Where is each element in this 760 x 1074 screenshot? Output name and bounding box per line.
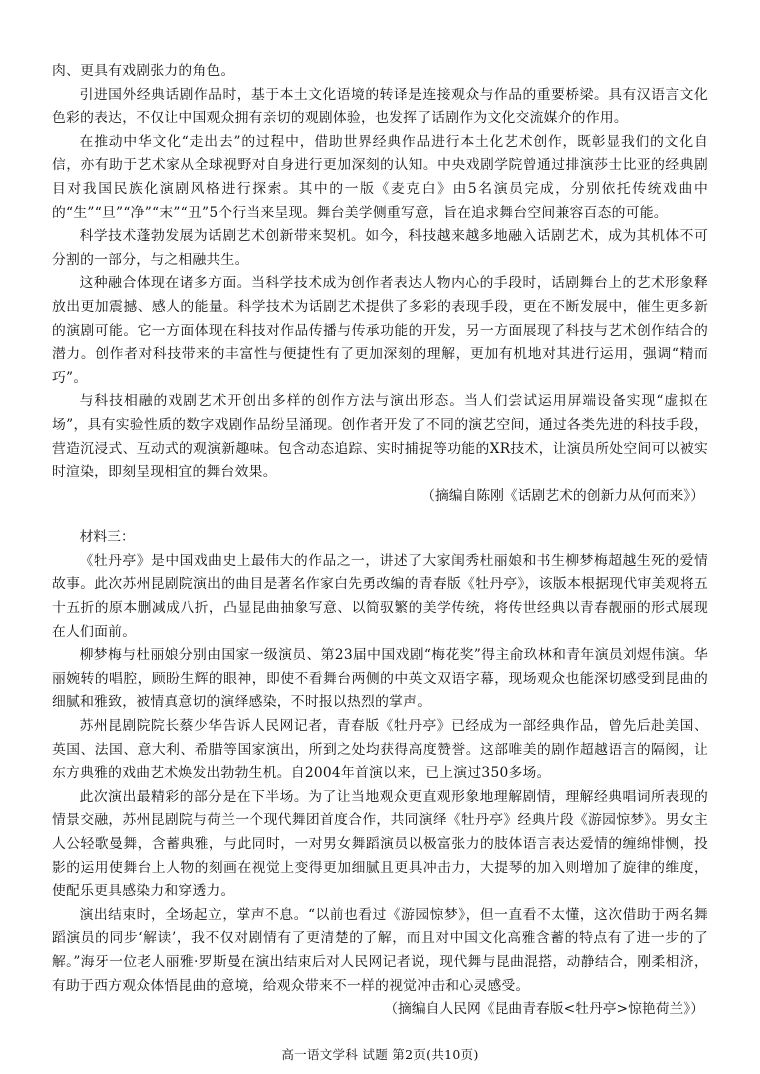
material-3-section [52,526,708,1021]
material-2-paragraph: 这种融合体现在诸多方面。当科学技术成为创作者表达人物内心的手段时，话剧舞台上的艺术形象释放出更加震撼、感人的能量。科学技术为话剧艺术提供了多彩的表现手段，更在不断发展中，催生更多新的演剧可能。它一方面体现在科技对作品传播与传承功能的开发，另一方面展现了科技与艺术创作结合的潜力。创作者对科技带来的丰富性与便捷性有了更加深刻的理解，更加有机地对其进行运用，强调“精而巧”。 [52,275,708,386]
material-2-source: （摘编自陈刚《话剧艺术的创新力从何而来》） [421,487,704,504]
page-footer: 高一语文学科 试题 第2页(共10页) [281,1047,479,1062]
material-3-paragraph: 柳梦梅与杜丽娘分别由国家一级演员、第23届中国戏剧“梅花奖”得主俞玖林和青年演员刘煜伟演。华丽婉转的唱腔，顾盼生辉的眼神，即使不看舞台两侧的中英文双语字幕，现场观众也能深切感受到昆曲的细腻和雅致，被情真意切的演绎感染，不时报以热烈的掌声。 [52,647,708,711]
material-2-paragraph: 引进国外经典话剧作品时，基于本土文化语境的转译是连接观众与作品的重要桥梁。具有汉语言文化色彩的表达，不仅让中国观众拥有亲切的观剧体验，也发挥了话剧作为文化交流媒介的作用。 [52,86,708,127]
material-2-paragraph: 与科技相融的戏剧艺术开创出多样的创作方法与演出形态。当人们尝试运用屏端设备实现“虚拟在场”，具有实验性质的数字戏剧作品纷呈涌现。创作者开发了不同的演艺空间，通过各类先进的科技手段，营造沉浸式、互动式的观演新趣味。包含动态追踪、实时捕捉等功能的XR技术，让演员所处空间可以被实时渲染，即刻呈现相宜的舞台效果。 [52,393,708,481]
material-2-paragraph: 在推动中华文化“走出去”的过程中，借助世界经典作品进行本土化艺术创作，既彰显我们的文化自信，亦有助于艺术家从全球视野对自身进行更加深刻的认知。中央戏剧学院曾通过排演莎士比亚的经典剧目对我国民族化演剧风格进行探索。其中的一版《麦克白》由5名演员完成，分别依托传统戏曲中的“生”“旦”“净”“末”“丑”5个行当来呈现。舞台美学侧重写意，旨在追求舞台空间兼容百态的可能。 [52,133,708,221]
material-2-paragraph-continued: 肉、更具有戏剧张力的角色。 [52,63,235,79]
material-3-heading: 材料三： [79,529,135,546]
material-3-paragraph: 《牡丹亭》是中国戏曲史上最伟大的作品之一，讲述了大家闺秀杜丽娘和书生柳梦梅超越生死的爱情故事。此次苏州昆剧院演出的曲目是著名作家白先勇改编的青春版《牡丹亭》，该版本根据现代审美观将五十五折的原本删减成八折，凸显昆曲抽象写意、以简驭繁的美学传统，将传世经典以青春靓丽的形式展现在人们面前。 [52,552,708,640]
material-2-paragraph: 科学技术蓬勃发展为话剧艺术创新带来契机。如今，科技越来越多地融入话剧艺术，成为其机体不可分割的一部分，与之相融共生。 [52,228,708,268]
material-3-source: （摘编自人民网《昆曲青春版<牡丹亭>惊艳荷兰》） [384,1001,704,1018]
material-2-section [52,60,708,508]
material-3-paragraph: 演出结束时，全场起立，掌声不息。“以前也看过《游园惊梦》，但一直看不太懂，这次借助于两名舞蹈演员的同步‘解读’，我不仅对剧情有了更清楚的了解，而且对中国文化高雅含蓄的特点有了进一步的了解。”海牙一位老人丽雅·罗斯曼在演出结束后对人民网记者说，现代舞与昆曲混搭，动静结合，刚柔相济，有助于西方观众体悟昆曲的意境，给观众带来不一样的视觉冲击和心灵感受。 [52,906,708,994]
section-spacer [52,508,708,526]
material-3-paragraph: 此次演出最精彩的部分是在下半场。为了让当地观众更直观形象地理解剧情，理解经典唱词所表现的情景交融，苏州昆剧院与荷兰一个现代舞团首度合作，共同演绎《牡丹亭》经典片段《游园惊梦》。男女主人公轻歌曼舞，含蓄典雅，与此同时，一对男女舞蹈演员以极富张力的肢体语言表达爱情的缠绵悱恻，投影的运用使舞台上人物的刻画在视觉上变得更加细腻且更具冲击力，大提琴的加入则增加了旋律的维度，使配乐更具感染力和穿透力。 [52,788,708,900]
exam-page-content [52,60,708,1022]
material-3-paragraph: 苏州昆剧院院长蔡少华告诉人民网记者，青春版《牡丹亭》已经成为一部经典作品，曾先后赴美国、英国、法国、意大利、希腊等国家演出，所到之处均获得高度赞誉。这部唯美的剧作超越语言的隔阂，让东方典雅的戏曲艺术焕发出勃勃生机。自2004年首演以来，已上演过350多场。 [52,718,708,782]
